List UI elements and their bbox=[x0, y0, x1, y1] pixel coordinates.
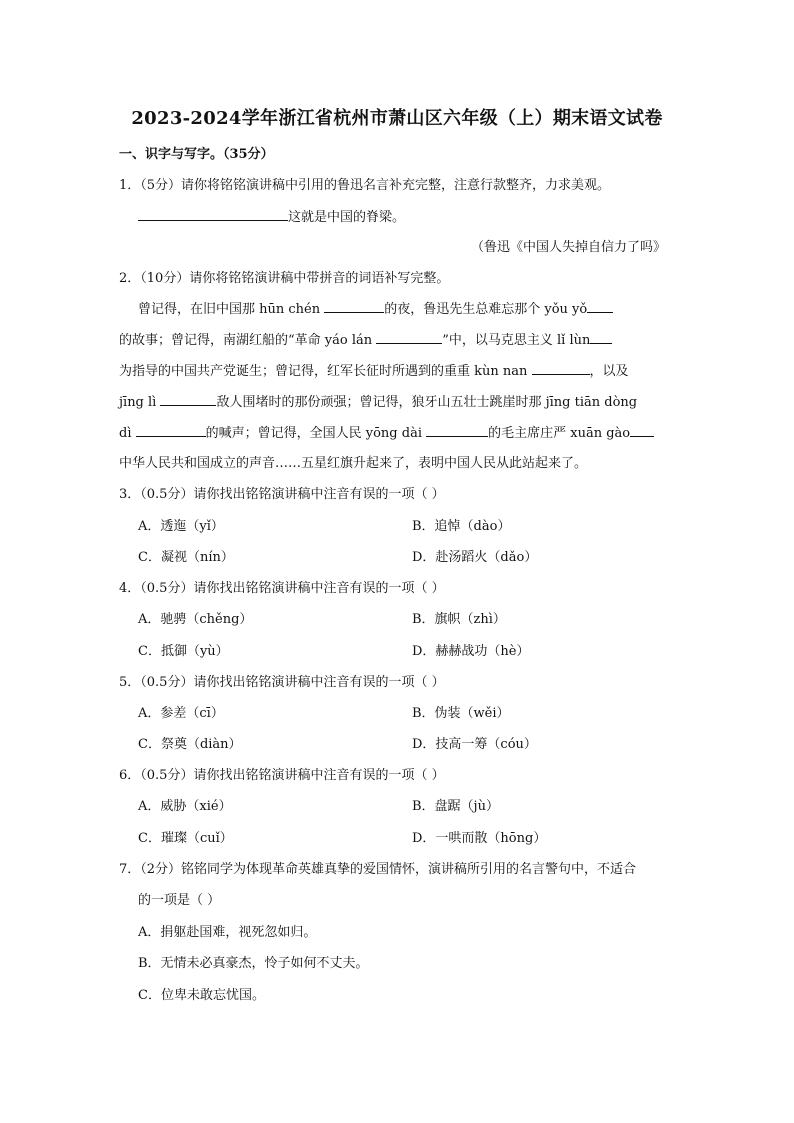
question-2-para-line-5: dì 的喊声；曾记得，全国人民 yōng dài 的毛主席庄严 xuān gào bbox=[119, 424, 654, 443]
answer-blank[interactable] bbox=[138, 208, 288, 221]
answer-blank[interactable] bbox=[532, 362, 590, 375]
question-6-option-d[interactable]: D．一哄而散（hōng） bbox=[412, 831, 547, 846]
question-5-option-d[interactable]: D．技高一筹（cóu） bbox=[412, 737, 537, 752]
question-2-para-line-1: 曾记得，在旧中国那 hūn chén 的夜，鲁迅先生总难忘那个 yǒu yǒ bbox=[138, 300, 613, 319]
question-2-para-line-6: 中华人民共和国成立的声音……五星红旗升起来了，表明中国人民从此站起来了。 bbox=[119, 456, 588, 471]
question-6-stem: 6．（0.5分）请你找出铭铭演讲稿中注音有误的一项（ ） bbox=[119, 768, 445, 783]
answer-blank[interactable] bbox=[426, 424, 488, 437]
answer-blank[interactable] bbox=[136, 424, 206, 437]
question-4-option-b[interactable]: B．旗帜（zhì） bbox=[412, 612, 506, 627]
question-4-stem: 4．（0.5分）请你找出铭铭演讲稿中注音有误的一项（ ） bbox=[119, 581, 445, 596]
question-6-option-b[interactable]: B．盘踞（jù） bbox=[412, 799, 499, 814]
question-4-option-c[interactable]: C．抵御（yù） bbox=[138, 644, 229, 659]
question-3-option-b[interactable]: B．追悼（dào） bbox=[412, 519, 511, 534]
question-3-stem: 3．（0.5分）请你找出铭铭演讲稿中注音有误的一项（ ） bbox=[119, 487, 445, 502]
section-heading: 一、识字与写字。（35分） bbox=[119, 147, 274, 162]
question-1-stem: 1．（5分）请你将铭铭演讲稿中引用的鲁迅名言补充完整，注意行款整齐，力求美观。 bbox=[119, 178, 611, 193]
question-5-option-a[interactable]: A．参差（cī） bbox=[138, 706, 224, 721]
question-1-line bbox=[138, 208, 405, 227]
answer-blank[interactable] bbox=[324, 300, 384, 313]
question-4-option-a[interactable]: A．驰骋（chěng） bbox=[138, 612, 253, 627]
question-6-option-c[interactable]: C．璀璨（cuǐ） bbox=[138, 831, 233, 846]
question-7-stem: 7．（2分）铭铭同学为体现革命英雄真挚的爱国情怀，演讲稿所引用的名言警句中，不适合 bbox=[119, 862, 637, 877]
question-5-option-b[interactable]: B．伪装（wěi） bbox=[412, 706, 510, 721]
question-7-option-c[interactable]: C．位卑未敢忘忧国。 bbox=[138, 988, 265, 1003]
answer-blank[interactable] bbox=[160, 393, 216, 406]
question-3-option-a[interactable]: A．透迤（yǐ） bbox=[138, 519, 224, 534]
question-2-para-line-2: 的故事；曾记得，南湖红船的“革命 yáo lán ”中，以马克思主义 lǐ lùn bbox=[119, 331, 612, 350]
question-6-option-a[interactable]: A．威胁（xié） bbox=[138, 799, 232, 814]
answer-blank[interactable] bbox=[587, 300, 613, 313]
question-7-option-b[interactable]: B．无情未必真豪杰，怜子如何不丈夫。 bbox=[138, 956, 369, 971]
question-5-stem: 5．（0.5分）请你找出铭铭演讲稿中注音有误的一项（ ） bbox=[119, 675, 445, 690]
question-2-para-line-3: 为指导的中国共产党诞生；曾记得，红军长征时所遇到的重重 kùn nan ，以及 bbox=[119, 364, 629, 379]
answer-blank[interactable] bbox=[630, 424, 654, 437]
question-2-stem: 2．（10分）请你将铭铭演讲稿中带拼音的词语补写完整。 bbox=[119, 271, 450, 286]
question-7-option-a[interactable]: A．捐躯赴国难，视死忽如归。 bbox=[138, 925, 317, 940]
question-5-option-c[interactable]: C．祭奠（diàn） bbox=[138, 737, 242, 752]
exam-title: 2023-2024学年浙江省杭州市萧山区六年级（上）期末语文试卷 bbox=[131, 108, 663, 129]
answer-blank[interactable] bbox=[376, 331, 442, 344]
question-1-source: （鲁迅《中国人失掉自信力了吗》 bbox=[470, 240, 666, 255]
question-3-option-c[interactable]: C．凝视（nín） bbox=[138, 550, 234, 565]
quote-text: 这就是中国的脊梁。 bbox=[288, 210, 406, 225]
question-7-stem-continued: 的一项是（ ） bbox=[138, 893, 221, 908]
question-3-option-d[interactable]: D．赴汤蹈火（dǎo） bbox=[412, 550, 538, 565]
question-2-para-line-4: jīng lì 敌人围堵时的那份顽强；曾记得，狼牙山五壮士跳崖时那 jīng tiān dòng bbox=[119, 395, 638, 410]
question-4-option-d[interactable]: D．赫赫战功（hè） bbox=[412, 644, 530, 659]
answer-blank[interactable] bbox=[590, 331, 612, 344]
